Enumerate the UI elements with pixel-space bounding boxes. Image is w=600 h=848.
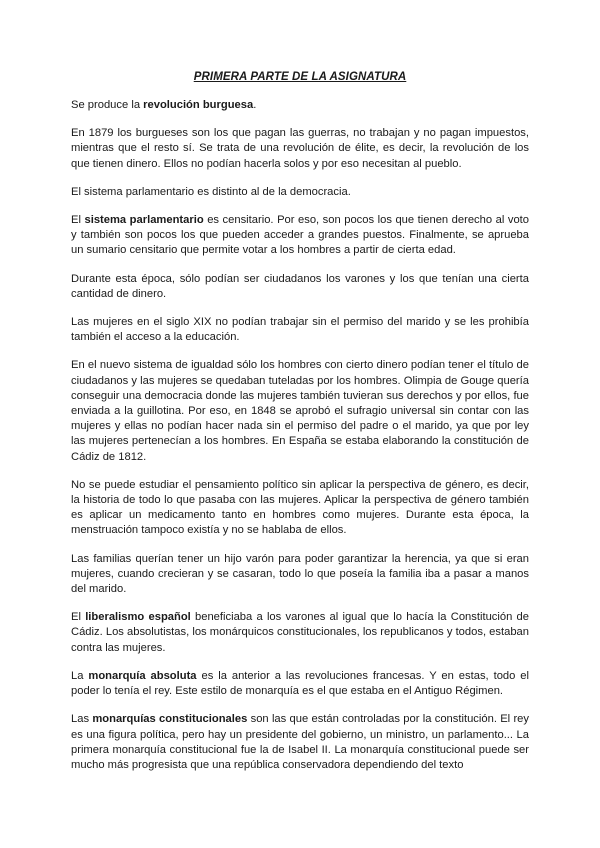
paragraph-monarquias-constitucionales: Las monarquías constitucionales son las que están controladas por la constitución. El rey es una figura política, pero hay un presidente del gobierno, un ministro, un parlamento... La primera monarquía constitucional fue la de Isabel II. La monarquía constitucional puede ser mucho más progresista que una república conservadora dependiendo del texto: [71, 713, 529, 771]
paragraph-liberalismo-espanol: El liberalismo español beneficiaba a los varones al igual que lo hacía la Constitución de Cádiz. Los absolutistas, los monárquicos constitucionales, los republicanos y todos, estaban contra las mujeres.: [71, 611, 529, 654]
bold-term: revolución burguesa: [143, 99, 254, 111]
bold-term: monarquía absoluta: [88, 669, 197, 682]
bold-term: liberalismo español: [85, 611, 191, 624]
paragraph-sistema-parlamentario: El sistema parlamentario es censitario. Por eso, son pocos los que tienen derecho al voto y también son pocos los que pueden acceder a grandes puestos. Finalmente, se aprueba un sumario censitario que permite votar a los hombres a partir de cierta edad.: [71, 214, 530, 257]
paragraph-monarquia-absoluta: La monarquía absoluta es la anterior a las revoluciones francesas. Y en estas, todo el poder lo tenía el rey. Este estilo de monarquía es el que estaba en el Antiguo Régimen.: [71, 669, 529, 698]
bold-term: sistema parlamentario: [84, 214, 204, 227]
page-title: PRIMERA PARTE DE LA ASIGNATURA: [193, 71, 407, 83]
paragraph-sistema-igualdad: En el nuevo sistema de igualdad sólo los hombres con cierto dinero podían tener el título de ciudadanos y las mujeres se quedaban tuteladas por los hombres. Olimpia de Gouge quería conseguir una democracia donde las mujeres también tuvieran sus derechos y por ellos, fue enviada a la guillotina. Por eso, en 1848 se aprobó el sufragio universal sin contar con las mujeres y ellas no podían hacer nada sin el permiso del padre o el marido, ya que por ley las mujeres pertenecían a los hombres. En España se estaba elaborando la constitución de Cádiz de 1812.: [71, 359, 529, 463]
paragraph-sistema-distinto: El sistema parlamentario es distinto al de la democracia.: [71, 185, 351, 198]
paragraph-revolucion-burguesa: Se produce la revolución burguesa.: [71, 99, 257, 111]
bold-term: monarquías constitucionales: [92, 713, 248, 726]
paragraph-familias: Las familias querían tener un hijo varón para poder garantizar la herencia, ya que si eran mujeres, cuando crecieran y se casaran, todo lo que poseía la familia iba a pasar a manos del marido.: [71, 552, 529, 596]
document-body: [71, 98, 529, 773]
paragraph-burgueses: En 1879 los burgueses son los que pagan las guerras, no trabajan y no pagan impuestos, mientras que el resto sí. Se trata de una revolución de élite, es decir, la revolución de los que tienen dinero. Ellos no podían hacerla solos y por eso necesitan al pueblo.: [71, 127, 529, 170]
paragraph-ciudadanos: Durante esta época, sólo podían ser ciudadanos los varones y los que tenían una cierta cantidad de dinero.: [71, 272, 529, 300]
paragraph-perspectiva-genero: No se puede estudiar el pensamiento político sin aplicar la perspectiva de género, es decir, la historia de todo lo que pasaba con las mujeres. Aplicar la perspectiva de género también es aplicar un medicamento tanto en hombres como mujeres. Durante esta época, la menstruación tampoco existía y no se hablaba de ellos.: [71, 478, 529, 537]
paragraph-mujeres-siglo-xix: Las mujeres en el siglo XIX no podían trabajar sin el permiso del marido y se les prohibía también el acceso a la educación.: [71, 316, 529, 344]
